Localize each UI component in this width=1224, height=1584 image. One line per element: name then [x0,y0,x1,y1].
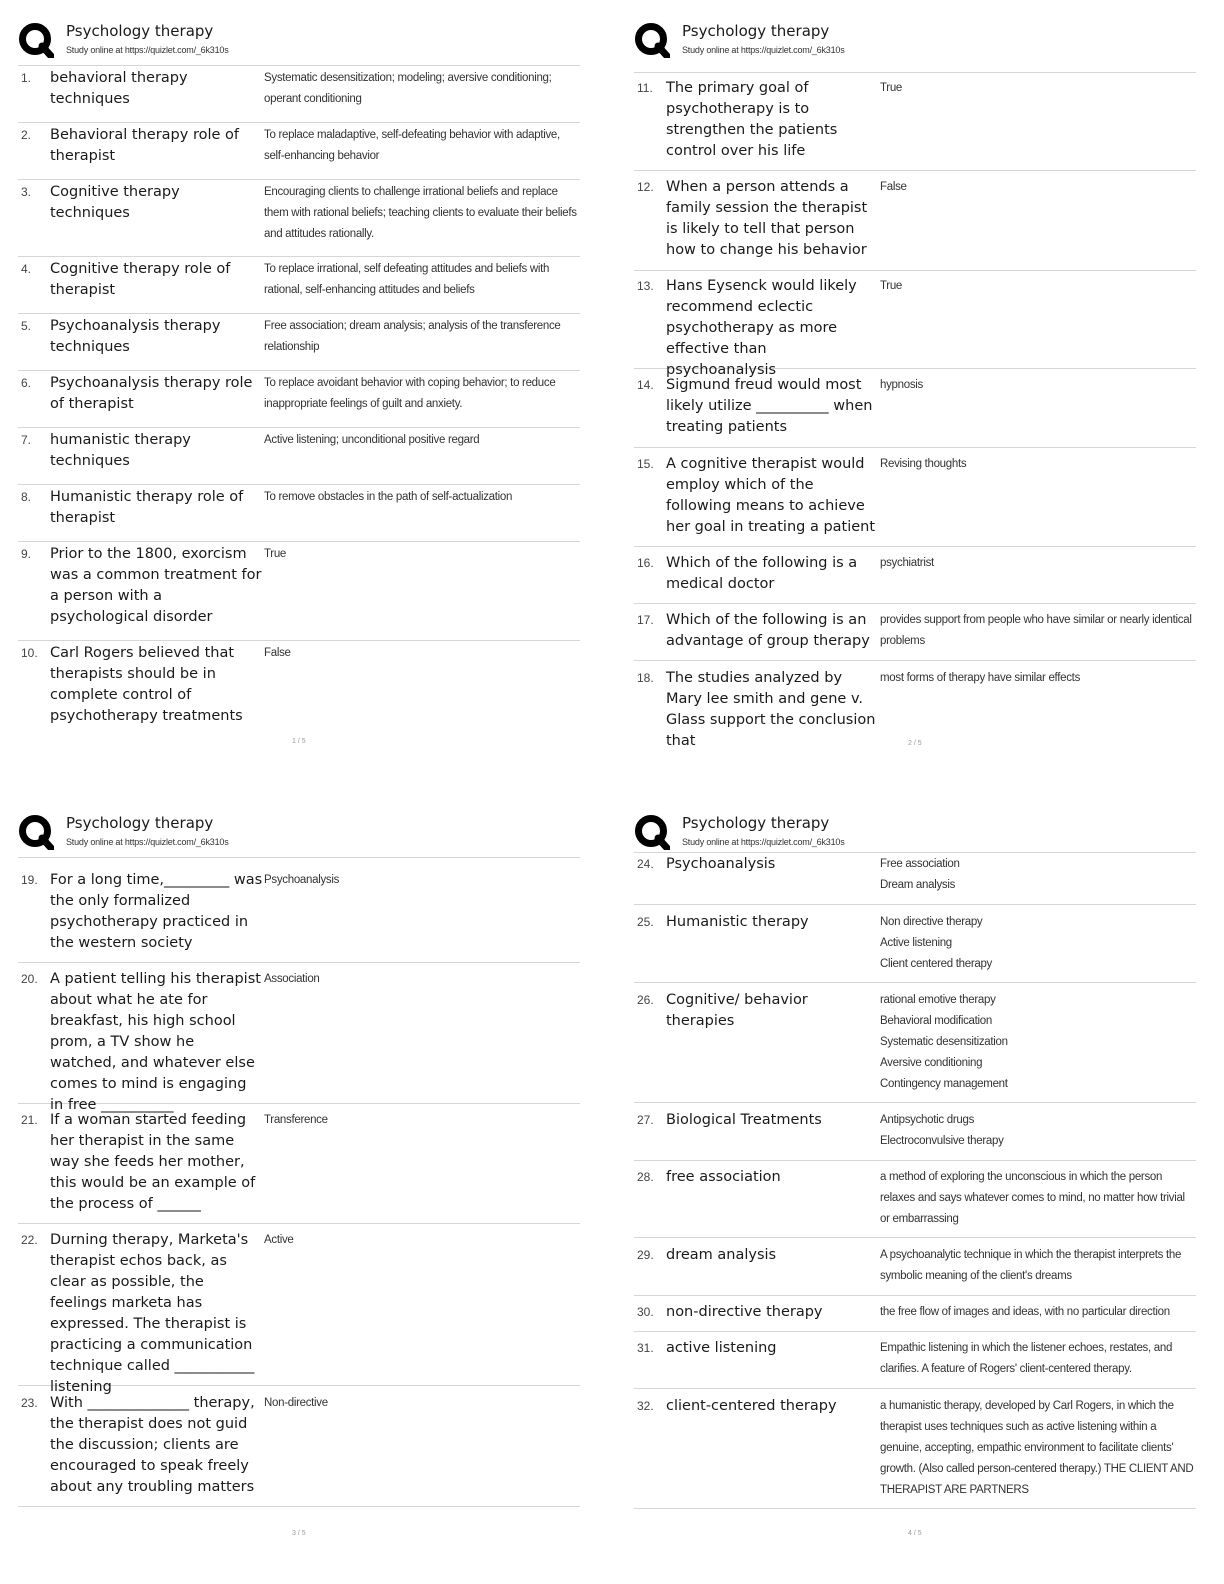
card-number: 28. [637,1170,654,1184]
page-1 [18,18,580,745]
card-definition: Systematic desensitization; modeling; aversive conditioning; operant conditioning [264,72,552,105]
card-definition: hypnosis [880,379,923,391]
page-header [634,810,1196,854]
study-link[interactable]: Study online at https://quizlet.com/_6k310s [66,45,229,55]
card-term: Which of the following is an advantage of group therapy [666,612,870,649]
card-definition: Psychoanalysis [264,874,340,886]
card-term: Humanistic therapy [666,914,809,930]
flashcard-row [634,276,1196,378]
card-number: 17. [637,613,654,627]
card-number: 13. [637,279,654,293]
card-term: With ______________ therapy, the therapist does not guid the discussion; clients are encouraged to speak freely about any troubling matters [50,1395,255,1495]
flashcard-row [634,1302,1196,1332]
flashcard-row [18,1230,580,1395]
card-number: 16. [637,556,654,570]
card-number: 26. [637,993,654,1007]
flashcard-row [634,375,1196,448]
page-title: Psychology therapy [66,22,214,40]
card-definition [880,912,1196,975]
quizlet-logo-icon [634,814,670,850]
card-term: Cognitive therapy role of therapist [50,261,231,298]
page-title: Psychology therapy [682,814,830,832]
card-definition: Encouraging clients to challenge irrational beliefs and replace them with rational beliefs; teaching clients to evaluate their beliefs and attitudes rationally. [264,186,577,240]
card-definition [880,1110,1196,1152]
flashcard-row [634,1396,1196,1509]
card-number: 10. [21,646,38,660]
card-definition: Active listening; unconditional positive regard [264,434,480,446]
flashcard-row [634,553,1196,604]
card-definition: a method of exploring the unconscious in which the person relaxes and says whatever comes to mind, no matter how trivial or embarrassing [880,1171,1185,1225]
card-number: 29. [637,1248,654,1262]
flashcard-row [18,641,580,733]
card-definition: To remove obstacles in the path of self-actualization [264,491,513,503]
card-definition: True [264,548,287,560]
card-definition: Revising thoughts [880,458,967,470]
card-number: 4. [21,262,32,276]
page-number: 2 / 5 [908,740,922,747]
flashcard-row [18,123,580,180]
page-number: 1 / 5 [292,738,306,745]
card-definition: False [880,181,907,193]
card-number: 30. [637,1305,654,1319]
flashcard-row [18,257,580,314]
flashcard-row [18,180,580,257]
page-header [18,810,580,854]
page-number: 3 / 5 [292,1530,306,1537]
card-term: When a person attends a family session the therapist is likely to tell that person how to change his behavior [666,179,868,258]
card-term: Biological Treatments [666,1112,822,1128]
card-definition: most forms of therapy have similar effects [880,672,1081,684]
flashcard-row [634,177,1196,271]
card-definition: To replace irrational, self defeating attitudes and beliefs with rational, self-enhancing attitudes and beliefs [264,263,550,296]
def-line: Non directive therapy [880,916,983,928]
quizlet-logo-icon [18,814,54,850]
card-term: Durning therapy, Marketa's therapist echos back, as clear as possible, the feelings marketa has expressed. The therapist is practicing a communication technique called ___________ listening [50,1232,255,1395]
flashcard-row [18,371,580,428]
flashcard-row [634,1110,1196,1161]
card-term: For a long time,_________ was the only formalized psychotherapy practiced in the western society [50,872,263,951]
flashcard-row [634,454,1196,547]
card-definition: Transference [264,1114,328,1126]
card-definition: True [880,280,903,292]
def-line: Active listening [880,937,952,949]
def-line: Free association [880,858,960,870]
page-3 [18,810,580,1537]
flashcard-row [18,1110,580,1224]
card-term: Psychoanalysis [666,856,776,872]
flashcard-row [634,78,1196,171]
card-term: non-directive therapy [666,1304,823,1320]
card-definition: To replace avoidant behavior with coping behavior; to reduce inappropriate feelings of guilt and anxiety. [264,377,556,410]
card-definition: Active [264,1234,294,1246]
card-definition: A psychoanalytic technique in which the therapist interprets the symbolic meaning of the client's dreams [880,1249,1182,1282]
def-line: Dream analysis [880,879,956,891]
card-term: Psychoanalysis therapy techniques [50,318,221,355]
card-term: dream analysis [666,1247,777,1263]
card-number: 27. [637,1113,654,1127]
card-number: 1. [21,71,32,85]
card-term: Which of the following is a medical doctor [666,555,858,592]
page-header [634,18,1196,62]
card-definition [880,854,1196,896]
card-term: free association [666,1169,781,1185]
card-definition: provides support from people who have similar or nearly identical problems [880,614,1192,647]
card-number: 24. [637,857,654,871]
card-number: 31. [637,1341,654,1355]
def-line: Systematic desensitization [880,1036,1008,1048]
card-definition: a humanistic therapy, developed by Carl Rogers, in which the therapist uses techniques such as active listening within a genuine, accepting, empathic environment to facilitate clients' growth. (Also called person-centered therapy.) THE CLIENT AND THERAPIST ARE PARTNERS [880,1400,1194,1496]
card-term: The primary goal of psychotherapy is to strengthen the patients control over his life [666,80,838,159]
def-line: Electroconvulsive therapy [880,1135,1004,1147]
card-number: 21. [21,1113,38,1127]
card-term: Behavioral therapy role of therapist [50,127,239,164]
card-definition [880,990,1196,1095]
card-term: behavioral therapy techniques [50,70,188,107]
card-definition: Non-directive [264,1397,328,1409]
card-term: Cognitive therapy techniques [50,184,180,221]
card-number: 8. [21,490,32,504]
def-line: Behavioral modification [880,1015,992,1027]
card-definition: True [880,82,903,94]
card-term: Prior to the 1800, exorcism was a common treatment for a person with a psychological disorder [50,546,262,625]
card-term: Carl Rogers believed that therapists should be in complete control of psychotherapy treatments [50,645,243,724]
card-definition: False [264,647,291,659]
flashcard-row [18,542,580,641]
card-term: Cognitive/ behavior therapies [666,992,808,1029]
card-number: 6. [21,376,32,390]
page-title: Psychology therapy [66,814,214,832]
page-4 [634,810,1196,1537]
card-number: 3. [21,185,32,199]
flashcard-row [18,1393,580,1507]
study-link[interactable]: Study online at https://quizlet.com/_6k310s [66,837,229,847]
def-line: Client centered therapy [880,958,993,970]
def-line: Contingency management [880,1078,1008,1090]
def-line: Aversive conditioning [880,1057,983,1069]
card-definition: the free flow of images and ideas, with no particular direction [880,1306,1170,1318]
flashcard-row [634,1338,1196,1389]
card-term: A patient telling his therapist about what he ate for breakfast, his high school prom, a TV show he watched, and whatever else comes to mind is engaging in free __________ [50,971,261,1113]
card-number: 19. [21,873,38,887]
card-number: 14. [637,378,654,392]
card-number: 25. [637,915,654,929]
page-number: 4 / 5 [908,1530,922,1537]
card-definition: psychiatrist [880,557,934,569]
card-definition: Free association; dream analysis; analysis of the transference relationship [264,320,561,353]
card-number: 32. [637,1399,654,1413]
flashcard-row [18,870,580,963]
card-term: Psychoanalysis therapy role of therapist [50,375,253,412]
card-number: 11. [637,81,653,95]
card-number: 15. [637,457,654,471]
card-term: Hans Eysenck would likely recommend eclectic psychotherapy as more effective than psychoanalysis [666,278,857,378]
flashcard-row [18,428,580,485]
card-number: 7. [21,433,32,447]
card-term: humanistic therapy techniques [50,432,191,469]
card-number: 22. [21,1233,38,1247]
card-number: 5. [21,319,32,333]
card-number: 18. [637,671,654,685]
card-term: If a woman started feeding her therapist in the same way she feeds her mother, this would be an example of the process of ______ [50,1112,256,1212]
def-line: rational emotive therapy [880,994,996,1006]
card-number: 23. [21,1396,38,1410]
flashcard-row [18,969,580,1113]
card-number: 9. [21,547,32,561]
card-term: client-centered therapy [666,1398,837,1414]
card-term: active listening [666,1340,777,1356]
study-link[interactable]: Study online at https://quizlet.com/_6k310s [682,45,845,55]
card-definition: To replace maladaptive, self-defeating behavior with adaptive, self-enhancing behavior [264,129,560,162]
page-2 [634,18,1196,749]
card-term: Humanistic therapy role of therapist [50,489,244,526]
card-number: 2. [21,128,32,142]
flashcard-row [634,854,1196,905]
flashcard-row [634,912,1196,983]
card-term: A cognitive therapist would employ which of the following means to achieve her goal in treating a patient [666,456,876,535]
flashcard-row [634,610,1196,661]
card-definition: Association [264,973,320,985]
card-term: The studies analyzed by Mary lee smith and gene v. Glass support the conclusion that [666,670,876,749]
card-number: 20. [21,972,38,986]
page-header [18,18,580,62]
flashcard-row [18,66,580,123]
flashcard-row [634,1167,1196,1238]
quizlet-logo-icon [634,22,670,58]
study-link[interactable]: Study online at https://quizlet.com/_6k310s [682,837,845,847]
flashcard-row [18,485,580,542]
flashcard-row [634,1245,1196,1296]
card-term: Sigmund freud would most likely utilize __________ when treating patients [666,377,873,435]
flashcard-row [634,990,1196,1103]
card-definition: Empathic listening in which the listener echoes, restates, and clarifies. A feature of Rogers' client-centered therapy. [880,1342,1173,1375]
page-title: Psychology therapy [682,22,830,40]
def-line: Antipsychotic drugs [880,1114,975,1126]
card-number: 12. [637,180,654,194]
quizlet-logo-icon [18,22,54,58]
flashcard-row [18,314,580,371]
